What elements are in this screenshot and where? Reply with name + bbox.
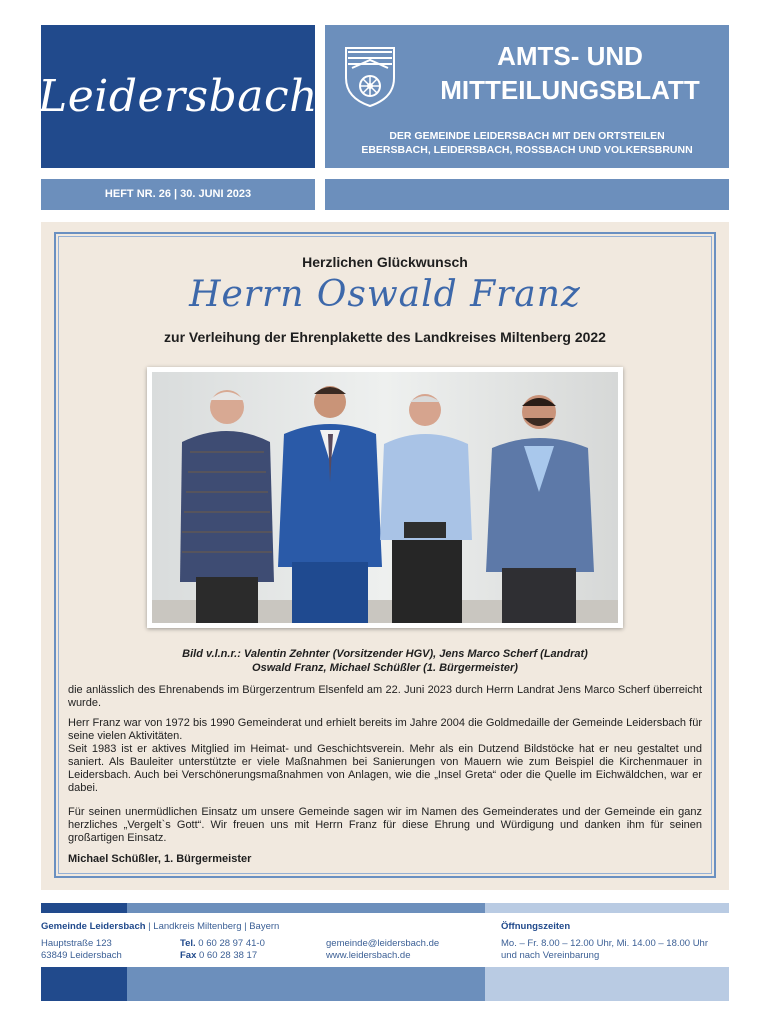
logo-wordmark: Leidersbach (37, 71, 319, 122)
tel-number[interactable]: 0 60 28 97 41-0 (195, 938, 265, 949)
paragraph-2b: Seit 1983 ist er aktives Mitglied im Heimat- und Geschichtsverein. Mehr als ein Dutzend Bildstöcke hat er neu gestaltet und saniert. Als Bauleiter unterstützte er viele Maßnahmen bei Sanierungen von Mauern wie zum Beispiel die Kirchenmauer in Leidersbach. Auch bei Verschönerungsmaßnahmen von Anlagen, wie die „Insel Greta“ oder die Quelle im Eichwäldchen, war er dabei. (68, 743, 702, 794)
paragraph-2a: Herr Franz war von 1972 bis 1990 Gemeinderat und erhielt bereits im Jahre 2004 die Goldmedaille der Gemeinde Leidersbach für seine vielen Aktivitäten. (68, 717, 702, 742)
photo-caption (60, 647, 710, 675)
hours-line1: Mo. – Fr. 8.00 – 12.00 Uhr, Mi. 14.00 – 18.00 Uhr (501, 938, 709, 949)
paragraph-3: Für seinen unermüdlichen Einsatz um unsere Gemeinde sagen wir im Namen des Gemeinderates und der Gemeinde ein ganz herzliches „Vergelt`s Gott“. Wir freuen uns mit Herrn Franz für diese Ehrung und Würdigung und danken ihm für seinen großartigen Einsatz. (68, 806, 702, 844)
hours-line2: und nach Vereinbarung (501, 950, 600, 961)
masthead-title-line2: MITTEILUNGSBLATT (440, 75, 700, 105)
email-link[interactable]: gemeinde@leidersbach.de (326, 938, 440, 949)
footer-address (41, 938, 122, 962)
masthead-panel (325, 25, 729, 168)
bottom-bar-navy (41, 967, 127, 1001)
caption-line1: Bild v.l.n.r.: Valentin Zehnter (Vorsitzender HGV), Jens Marco Scherf (Landrat) (182, 648, 588, 660)
issue-number: HEFT NR. 26 | 30. JUNI 2023 (41, 179, 315, 210)
footer-bar-light (485, 903, 729, 913)
caption-line2: Oswald Franz, Michael Schüßler (1. Bürgermeister) (252, 662, 518, 674)
hours-title: Öffnungszeiten (501, 921, 571, 932)
occasion-heading: zur Verleihung der Ehrenplakette des Landkreises Miltenberg 2022 (164, 329, 606, 345)
footer-phone (180, 938, 265, 962)
photo-frame (147, 367, 623, 628)
masthead-title-line1: AMTS- UND (497, 41, 643, 71)
paragraph-2 (68, 717, 702, 795)
logo-panel (37, 25, 319, 168)
footer-city: 63849 Leidersbach (41, 950, 122, 961)
bottom-bar-mid (127, 967, 485, 1001)
subtitle-line2: EBERSBACH, LEIDERSBACH, ROSSBACH UND VOLKERSBRUNN (361, 144, 693, 156)
bottom-bar-light (485, 967, 729, 1001)
footer-street: Hauptstraße 123 (41, 938, 112, 949)
footer-contact (326, 938, 439, 962)
footer-org-region: | Landkreis Miltenberg | Bayern (145, 921, 280, 932)
footer-bar-navy (41, 903, 127, 913)
group-photo (152, 372, 618, 623)
footer-org-name: Gemeinde Leidersbach (41, 921, 146, 932)
fax-number: 0 60 28 38 17 (196, 950, 258, 961)
honoree-name: Herrn Oswald Franz (189, 274, 581, 315)
subtitle-line1: DER GEMEINDE LEIDERSBACH MIT DEN ORTSTEILEN (389, 130, 665, 142)
signature: Michael Schüßler, 1. Bürgermeister (68, 853, 252, 865)
footer-org (41, 921, 279, 933)
masthead-subtitle (325, 129, 729, 157)
footer-bar-mid (127, 903, 485, 913)
greeting-heading: Herzlichen Glückwunsch (302, 254, 468, 270)
coat-of-arms-icon (342, 44, 398, 108)
issue-bar-fill (325, 179, 729, 210)
fax-label: Fax (180, 950, 197, 961)
footer-hours (501, 938, 708, 962)
website-link[interactable]: www.leidersbach.de (326, 950, 411, 961)
tel-label: Tel. (180, 938, 196, 949)
paragraph-1: die anlässlich des Ehrenabends im Bürgerzentrum Elsenfeld am 22. Juni 2023 durch Herrn Landrat Jens Marco Scherf überreicht wurde. (68, 684, 702, 709)
